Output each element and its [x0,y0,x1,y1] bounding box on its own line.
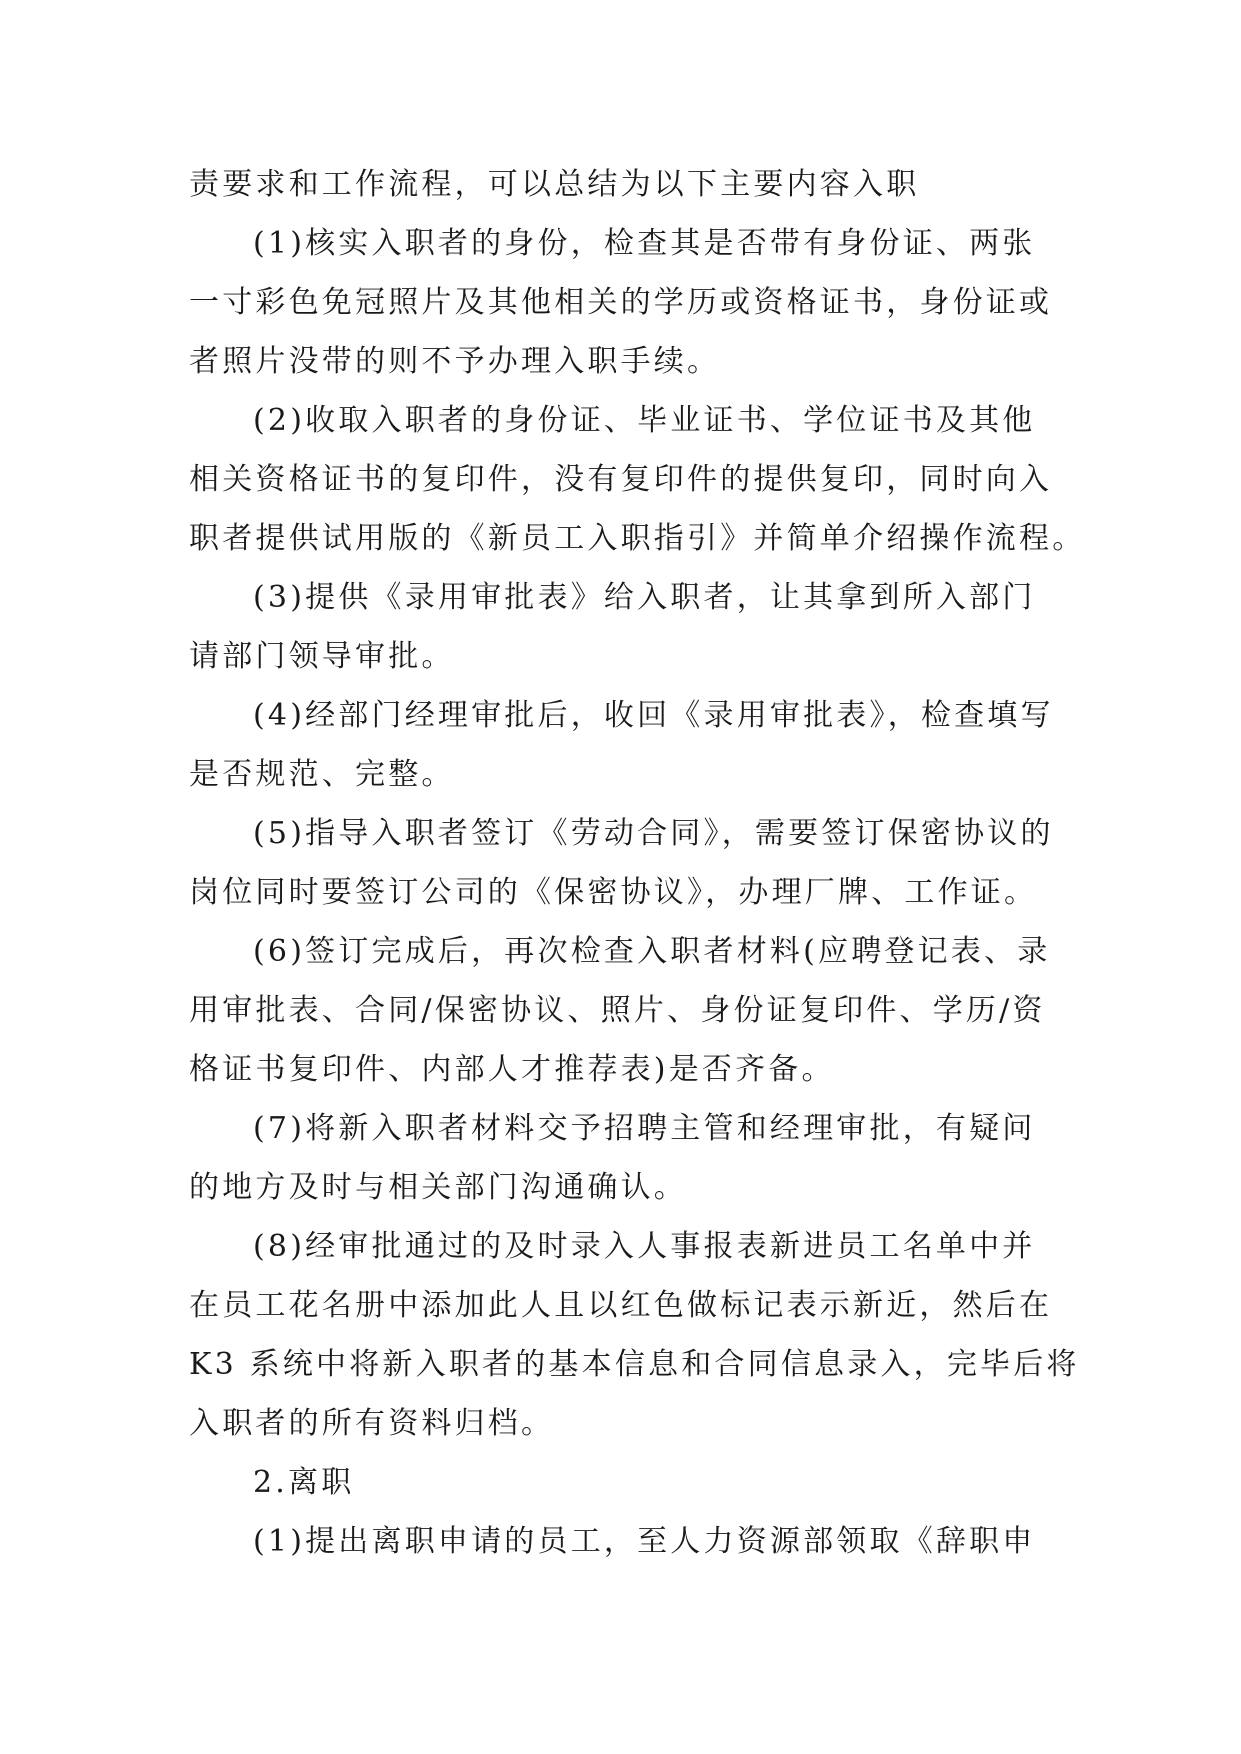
text-line: (4)经部门经理审批后，收回《录用审批表》，检查填写 [253,698,1054,733]
text-line: (8)经审批通过的及时录入人事报表新进员工名单中并 [253,1229,1036,1264]
text-line: (1)提出离职申请的员工，至人力资源部领取《辞职申 [253,1524,1036,1559]
text-line: (6)签订完成后，再次检查入职者材料(应聘登记表、录 [253,934,1051,969]
text-line: 一寸彩色免冠照片及其他相关的学历或资格证书，身份证或 [189,285,1053,320]
text-line: (5)指导入职者签订《劳动合同》，需要签订保密协议的 [253,816,1054,851]
text-line: 是否规范、完整。 [189,757,455,792]
section-heading: 2.离职 [253,1465,355,1500]
text-line: 相关资格证书的复印件，没有复印件的提供复印，同时向入 [189,462,1053,497]
text-line: (1)核实入职者的身份，检查其是否带有身份证、两张 [253,226,1036,261]
body-text [189,155,1086,1571]
text-line: (3)提供《录用审批表》给入职者，让其拿到所入部门 [253,580,1036,615]
text-line: 岗位同时要签订公司的《保密协议》，办理厂牌、工作证。 [189,875,1038,910]
text-line: 职者提供试用版的《新员工入职指引》并简单介绍操作流程。 [189,521,1086,556]
text-line: 入职者的所有资料归档。 [189,1406,555,1441]
text-line: 责要求和工作流程，可以总结为以下主要内容入职 [189,167,920,202]
text-line: (7)将新入职者材料交予招聘主管和经理审批，有疑问 [253,1111,1036,1146]
text-line: 用审批表、合同/保密协议、照片、身份证复印件、学历/资 [189,993,1046,1028]
text-line: 请部门领导审批。 [189,639,455,674]
text-line: (2)收取入职者的身份证、毕业证书、学位证书及其他 [253,403,1036,438]
text-line: 格证书复印件、内部人才推荐表)是否齐备。 [189,1052,835,1087]
text-line: K3 系统中将新入职者的基本信息和合同信息录入，完毕后将 [189,1347,1080,1382]
text-line: 者照片没带的则不予办理入职手续。 [189,344,721,379]
text-line: 在员工花名册中添加此人且以红色做标记表示新近，然后在 [189,1288,1053,1323]
text-line: 的地方及时与相关部门沟通确认。 [189,1170,687,1205]
